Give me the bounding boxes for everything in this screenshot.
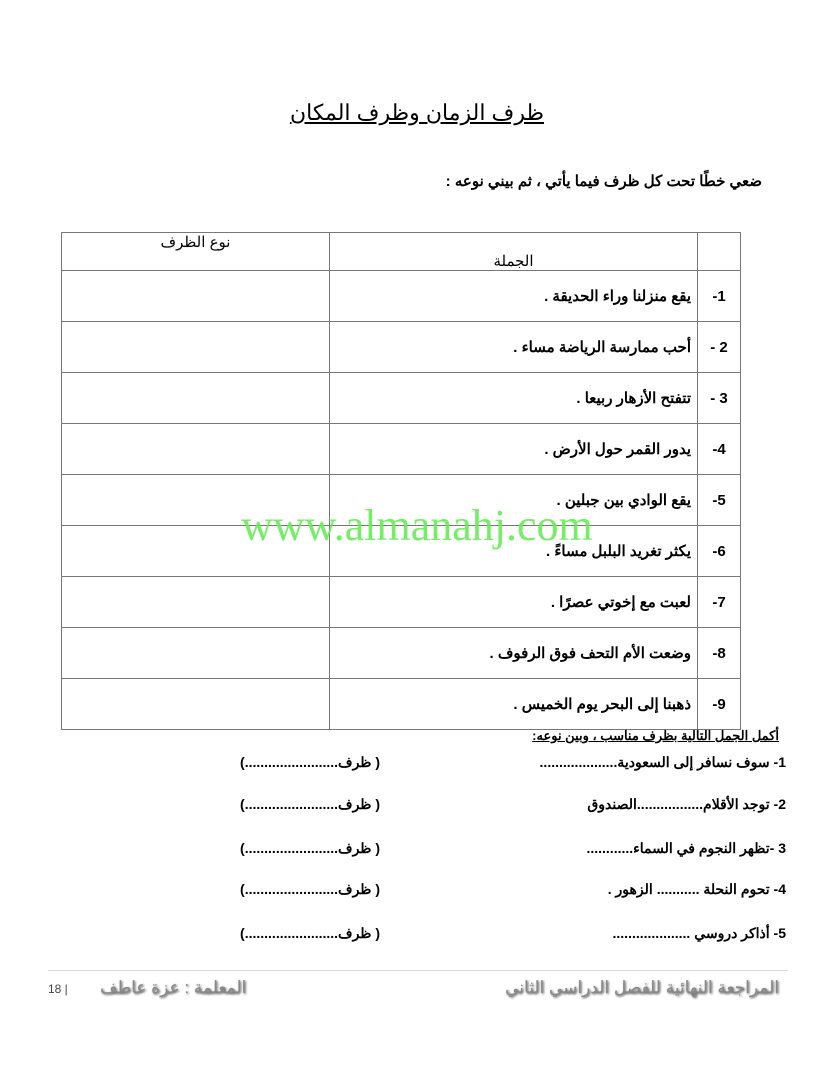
- row-sentence: أحب ممارسة الرياضة مساء .: [330, 322, 698, 373]
- table-row: [62, 679, 741, 730]
- row-sentence: يكثر تغريد البلبل مساءً .: [330, 526, 698, 577]
- table-row: [62, 373, 741, 424]
- footer-divider: [48, 970, 788, 971]
- row-answer-cell[interactable]: [62, 628, 330, 679]
- section2-heading: أكمل الجمل التالية بظرف مناسب ، وبين نوعه:: [532, 728, 779, 743]
- table-row: [62, 577, 741, 628]
- row-number: 9-: [698, 679, 741, 730]
- fill-sentence: 1- سوف نسافر إلى السعودية....................: [539, 754, 786, 770]
- instruction: ضعي خطًا تحت كل ظرف فيما يأتي ، ثم بيني نوعه :: [445, 173, 762, 190]
- table-header: [62, 233, 741, 271]
- row-sentence: وضعت الأم التحف فوق الرفوف .: [330, 628, 698, 679]
- row-answer-cell[interactable]: [62, 577, 330, 628]
- table-row: [62, 628, 741, 679]
- row-number: 3 -: [698, 373, 741, 424]
- row-answer-cell[interactable]: [62, 271, 330, 322]
- fill-answer: ( ظرف........................): [240, 754, 380, 770]
- row-sentence: يقع منزلنا وراء الحديقة .: [330, 271, 698, 322]
- row-number: 8-: [698, 628, 741, 679]
- row-answer-cell[interactable]: [62, 424, 330, 475]
- row-answer-cell[interactable]: [62, 322, 330, 373]
- fill-sentence: 5- أذاكر دروسي ....................: [612, 925, 786, 941]
- table-row: [62, 271, 741, 322]
- fill-sentence: 3 -تظهر النجوم في السماء............: [586, 840, 786, 856]
- row-number: 7-: [698, 577, 741, 628]
- header-num: [698, 233, 741, 271]
- exercise-table: [61, 232, 741, 730]
- row-answer-cell[interactable]: [62, 373, 330, 424]
- table-row: [62, 424, 741, 475]
- page-title: ظرف الزمان وظرف المكان: [289, 100, 544, 125]
- row-sentence: يدور القمر حول الأرض .: [330, 424, 698, 475]
- header-sentence: الجملة: [330, 233, 698, 271]
- table-row: [62, 322, 741, 373]
- row-number: 6-: [698, 526, 741, 577]
- row-answer-cell[interactable]: [62, 679, 330, 730]
- fill-answer: ( ظرف........................): [240, 796, 380, 812]
- row-sentence: يقع الوادي بين جبلين .: [330, 475, 698, 526]
- row-number: 1-: [698, 271, 741, 322]
- fill-answer: ( ظرف........................): [240, 881, 380, 897]
- row-number: 4-: [698, 424, 741, 475]
- row-sentence: لعبت مع إخوتي عصرًا .: [330, 577, 698, 628]
- row-number: 5-: [698, 475, 741, 526]
- footer-teacher: المعلمة : عزة عاطف: [100, 978, 247, 997]
- fill-answer: ( ظرف........................): [240, 925, 380, 941]
- fill-sentence: 2- توجد الأقلام.................الصندوق: [587, 796, 786, 812]
- fill-answer: ( ظرف........................): [240, 840, 380, 856]
- row-sentence: تتفتح الأزهار ربيعا .: [330, 373, 698, 424]
- watermark: www.almanahj.com: [241, 501, 593, 550]
- header-type: نوع الظرف: [62, 233, 330, 271]
- row-sentence: ذهبنا إلى البحر يوم الخميس .: [330, 679, 698, 730]
- page-number: 18 |: [48, 982, 68, 996]
- footer-title: المراجعة النهائية للفصل الدراسي الثاني: [505, 978, 779, 997]
- row-number: 2 -: [698, 322, 741, 373]
- fill-sentence: 4- تحوم النحلة ........... الزهور .: [607, 881, 786, 897]
